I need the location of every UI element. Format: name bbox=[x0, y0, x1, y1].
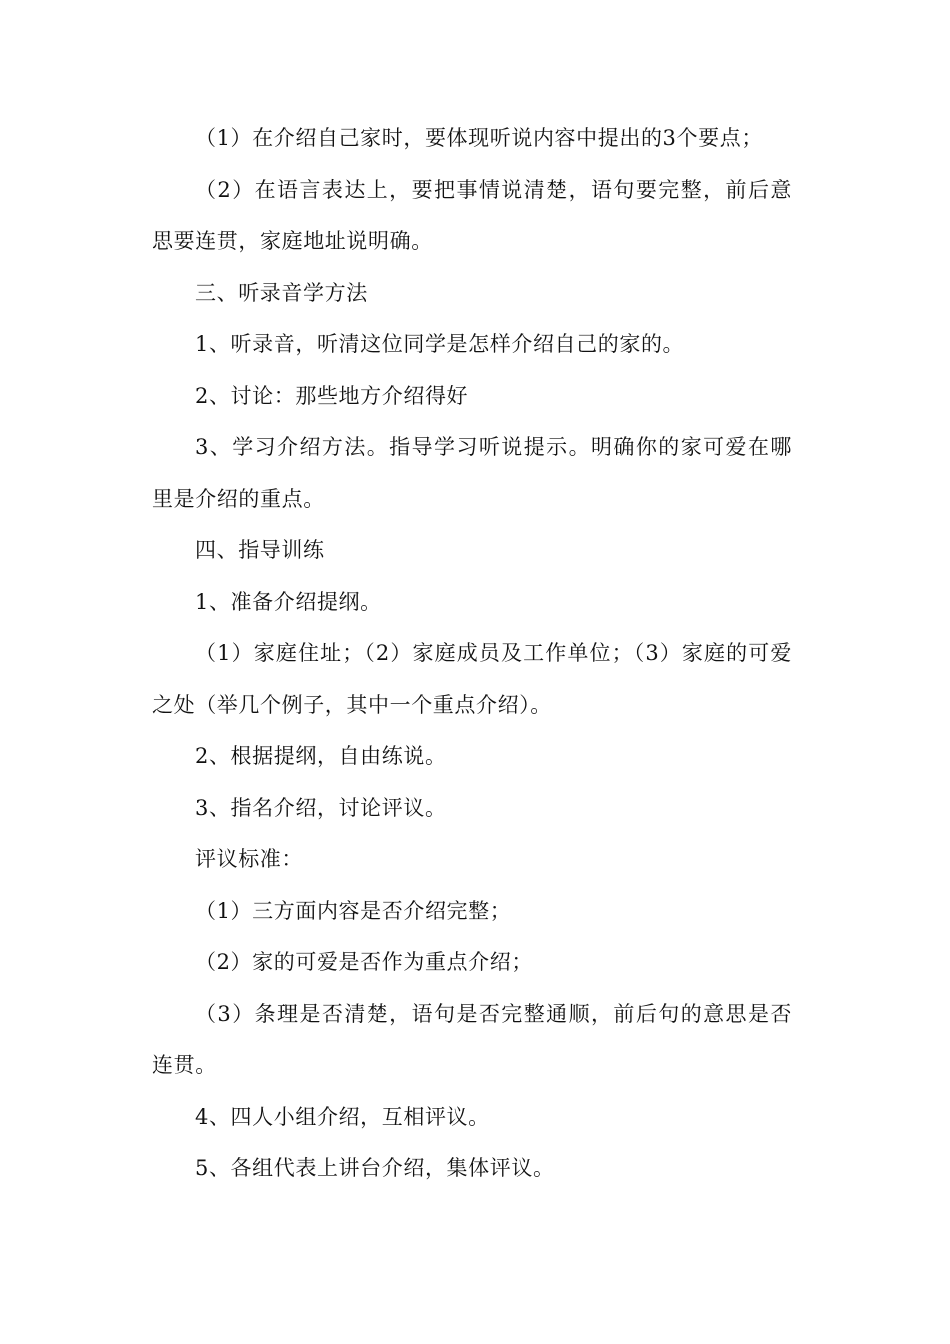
criteria-item-3: （3）条理是否清楚，语句是否完整通顺，前后句的意思是否连贯。 bbox=[152, 1001, 792, 1077]
list-item-training-4: 4、四人小组介绍，互相评议。 bbox=[195, 1104, 490, 1129]
list-item-listen-2: 2、讨论：那些地方介绍得好 bbox=[195, 383, 469, 408]
list-item-training-5: 5、各组代表上讲台介绍，集体评议。 bbox=[195, 1156, 555, 1180]
list-item-training-1: 1、准备介绍提纲。 bbox=[195, 589, 382, 614]
document-body bbox=[152, 113, 792, 1195]
paragraph-requirement-2: （2）在语言表达上，要把事情说清楚，语句要完整，前后意思要连贯，家庭地址说明确。 bbox=[152, 177, 792, 253]
criteria-heading: 评议标准： bbox=[195, 847, 303, 871]
section-heading-training: 四、指导训练 bbox=[195, 538, 325, 562]
list-item-training-3: 3、指名介绍，讨论评议。 bbox=[195, 795, 447, 820]
section-heading-listen: 三、听录音学方法 bbox=[195, 280, 368, 305]
criteria-item-1: （1）三方面内容是否介绍完整； bbox=[195, 898, 512, 923]
list-item-listen-3: 3、学习介绍方法。指导学习听说提示。明确你的家可爱在哪里是介绍的重点。 bbox=[152, 435, 792, 511]
list-item-training-2: 2、根据提纲，自由练说。 bbox=[195, 744, 447, 768]
list-item-listen-1: 1、听录音，听清这位同学是怎样介绍自己的家的。 bbox=[195, 332, 685, 356]
criteria-item-2: （2）家的可爱是否作为重点介绍； bbox=[195, 950, 533, 974]
paragraph-requirement-1: （1）在介绍自己家时，要体现听说内容中提出的3个要点； bbox=[195, 126, 763, 150]
outline-items: （1）家庭住址；（2）家庭成员及工作单位；（3）家庭的可爱之处（举几个例子，其中一个重点介绍）。 bbox=[152, 641, 792, 717]
